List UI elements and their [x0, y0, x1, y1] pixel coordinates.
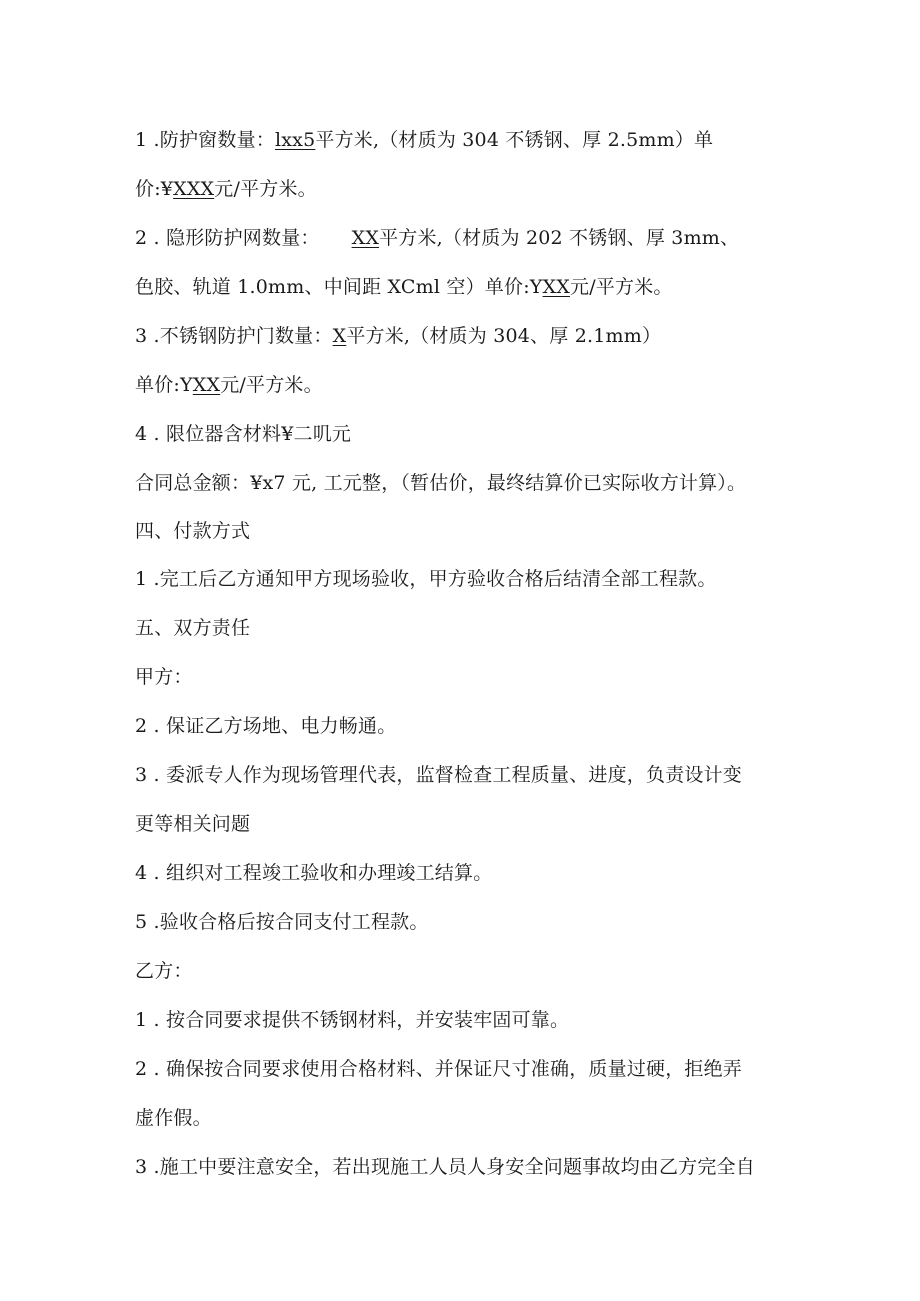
line-security-door-price [135, 373, 323, 397]
line-protective-window-qty [135, 128, 713, 152]
line-payment-item-1: 1 .完工后乙方通知甲方现场验收，甲方验收合格后结清全部工程款。 [135, 568, 717, 590]
underlined-value: XX [192, 374, 221, 396]
party-a-item-2: 2 . 保证乙方场地、电力畅通。 [135, 715, 397, 737]
text-segment: 元/平方米。 [214, 178, 317, 200]
party-b-item-2-cont: 虚作假。 [135, 1107, 212, 1129]
party-a-item-3: 3 . 委派专人作为现场管理代表，监督检查工程质量、进度，负责设计变 [135, 764, 743, 786]
text-segment: 平方米,（材质为 304 不锈钢、厚 2.5mm）单 [315, 129, 714, 151]
text-segment: 平方米,（材质为 202 不锈钢、厚 3mm、 [379, 227, 740, 249]
party-a-heading: 甲方： [135, 666, 193, 688]
party-b-heading: 乙方： [135, 960, 193, 982]
text-segment: 价:¥ [135, 178, 174, 200]
underlined-value: lxx5 [274, 129, 316, 151]
underlined-value: XX [542, 276, 570, 298]
text-segment: 单价:Y [135, 374, 193, 396]
line-protective-window-price [135, 177, 317, 201]
text-segment: 1 .防护窗数量： [135, 129, 275, 151]
text-segment: 平方米,（材质为 304、厚 2.1mm） [346, 325, 662, 347]
party-b-item-1: 1 . 按合同要求提供不锈钢材料，并安装牢固可靠。 [135, 1009, 570, 1031]
section-heading-payment: 四、付款方式 [135, 520, 251, 542]
text-segment: 3 .不锈钢防护门数量： [135, 325, 333, 347]
party-a-item-3-cont: 更等相关问题 [135, 813, 251, 835]
party-a-item-4: 4 . 组织对工程竣工验收和办理竣工结算。 [135, 862, 493, 884]
line-invisible-net-price [135, 275, 673, 299]
line-security-door-qty [135, 324, 661, 348]
underlined-value: XXX [173, 178, 215, 200]
party-a-item-5: 5 .验收合格后按合同支付工程款。 [135, 911, 429, 933]
line-total-amount: 合同总金额：¥x7 元, 工元整，（暂估价，最终结算价已实际收方计算）。 [135, 472, 747, 494]
text-segment: 2 . 隐形防护网数量： [135, 227, 320, 249]
line-invisible-net-qty [135, 226, 739, 250]
text-segment: 色胶、轨道 1.0mm、中间距 XCml 空）单价:Y [135, 276, 543, 298]
text-segment: 元/平方米。 [570, 276, 673, 298]
line-limiter: 4 . 限位器含材料¥二叽元 [135, 423, 352, 445]
text-segment: 元/平方米。 [220, 374, 323, 396]
section-heading-responsibilities: 五、双方责任 [135, 617, 251, 639]
party-b-item-3: 3 .施工中要注意安全，若出现施工人员人身安全问题事故均由乙方完全自 [135, 1156, 755, 1178]
underlined-value: XX [351, 227, 380, 249]
party-b-item-2: 2 . 确保按合同要求使用合格材料、并保证尺寸准确，质量过硬，拒绝弄 [135, 1058, 743, 1080]
underlined-value: X [332, 325, 347, 347]
